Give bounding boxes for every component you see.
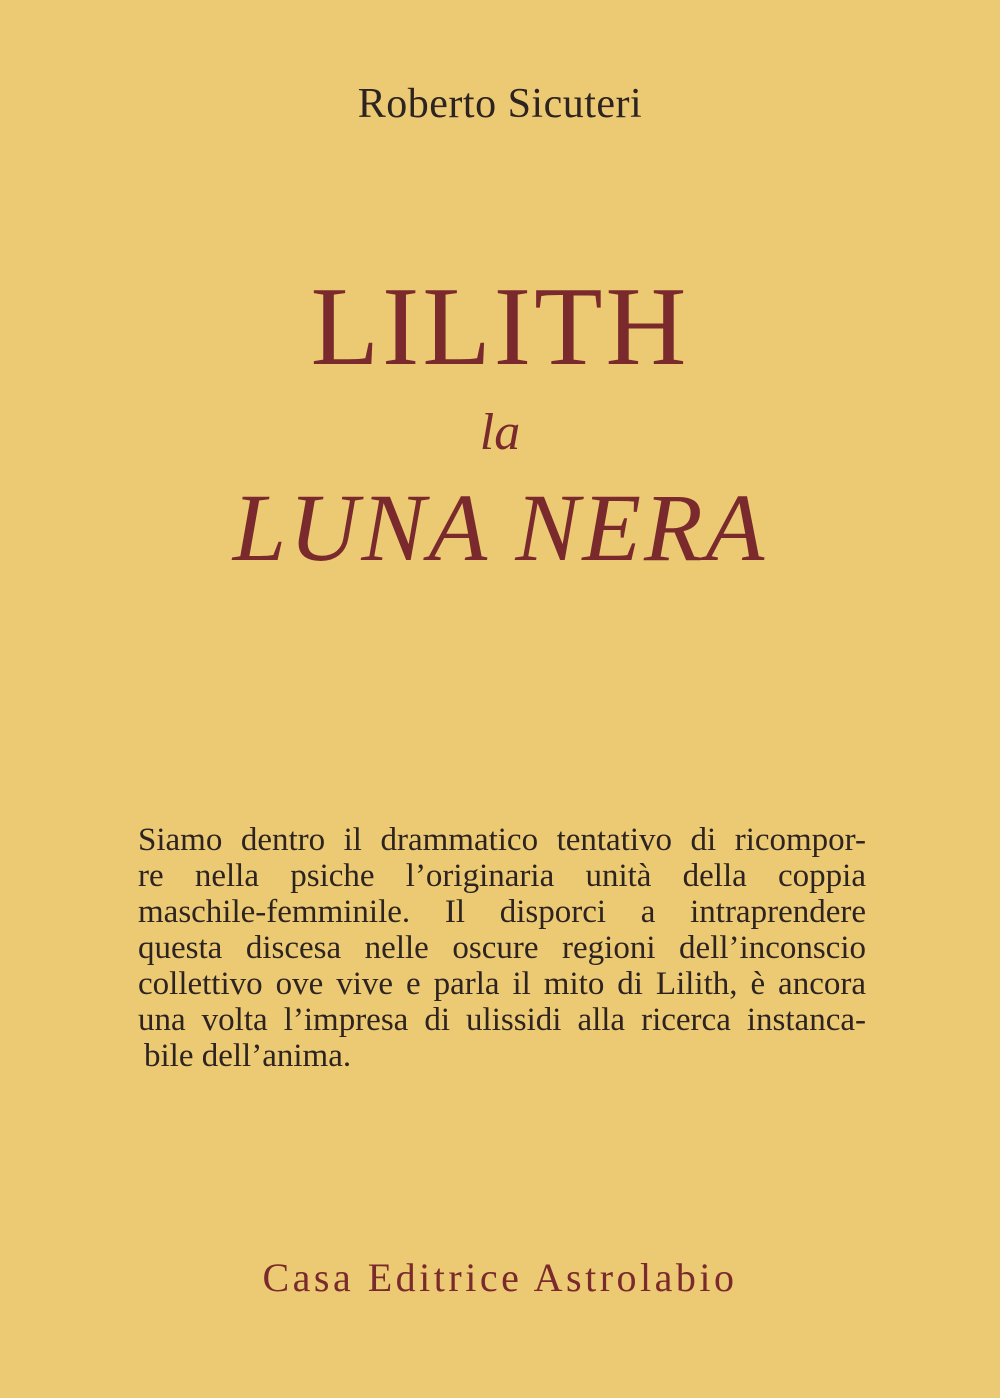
title-connector: la (479, 404, 521, 461)
blurb-line: re nella psiche l’originaria unità della coppia (138, 858, 866, 894)
blurb-paragraph (138, 822, 866, 1074)
blurb-line: maschile-femminile. Il disporci a intraprendere (138, 894, 866, 930)
blurb-line: una volta l’impresa di ulissidi alla ricerca instanca- (138, 1002, 866, 1038)
publisher-name: Casa Editrice Astrolabio (262, 1255, 738, 1300)
blurb-line: Siamo dentro il drammatico tentativo di ricompor- (138, 822, 866, 858)
blurb-line: bile dell’anima. (144, 1038, 352, 1074)
blurb-line: questa discesa nelle oscure regioni dell’inconscio (138, 930, 866, 966)
author-name: Roberto Sicuteri (357, 81, 643, 127)
title-main: LILITH (310, 265, 690, 389)
title-subtitle: LUNA NERA (232, 474, 768, 581)
blurb-line: collettivo ove vive e parla il mito di Lilith, è ancora (138, 966, 866, 1002)
